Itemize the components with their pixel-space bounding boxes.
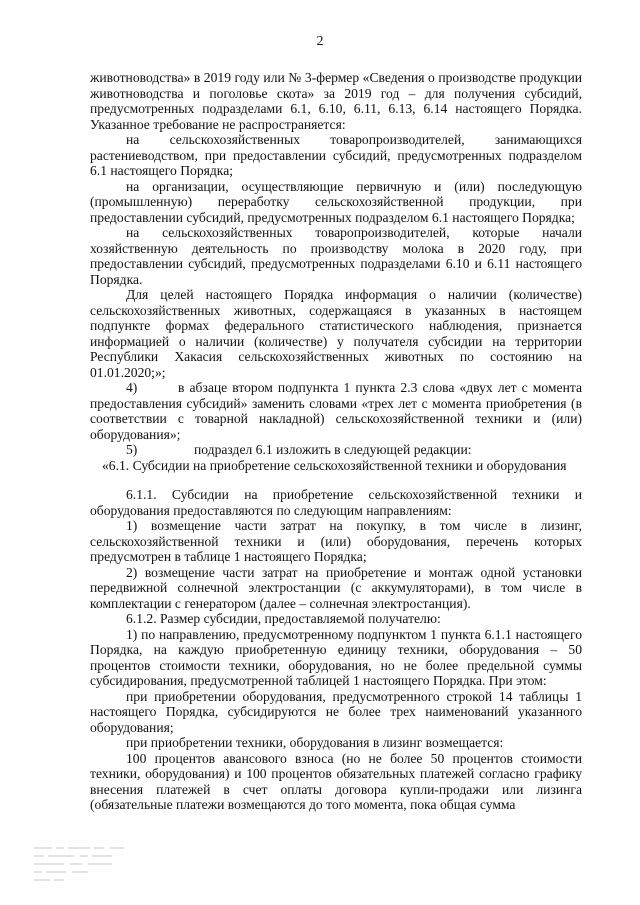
paragraph: 6.1.1. Субсидии на приобретение сельскохозяйственной техники и оборудования предоставляются по следующим направлениям: bbox=[90, 487, 582, 518]
paragraph: при приобретении оборудования, предусмотренного строкой 14 таблицы 1 настоящего Порядка, субсидируются не более трех наименований указанного оборудования; bbox=[90, 688, 582, 735]
page-number: 2 bbox=[316, 34, 324, 49]
paragraph: на сельскохозяйственных товаропроизводителей, занимающихся растениеводством, при предоставлении субсидий, предусмотренных подразделом 6.1 настоящего Порядка; bbox=[90, 132, 582, 178]
faded-stamp-mark bbox=[30, 842, 140, 888]
section-heading: «6.1. Субсидии на приобретение сельскохозяйственной техники и оборудования bbox=[102, 457, 567, 473]
list-item-number: 4) bbox=[126, 380, 138, 395]
document-body bbox=[90, 70, 582, 813]
list-item-text: в абзаце втором подпункта 1 пункта 2.3 слова «двух лет с момента предоставления субсидий» заменить словами «трех лет с момента приобретения (в соответствии с товарной накладной) сельскохозяйственной техники и (или) оборудования»; bbox=[90, 380, 582, 442]
spacer bbox=[90, 473, 582, 487]
paragraph: 1) по направлению, предусмотренному подпунктом 1 пункта 6.1.1 настоящего Порядка, на каждую приобретенную единицу техники, оборудования – 50 процентов стоимости техники, оборудования, но не более предельной суммы субсидирования, предусмотренной таблицей 1 настоящего Порядка. При этом: bbox=[90, 626, 582, 688]
paragraph: на организации, осуществляющие первичную и (или) последующую (промышленную) переработку сельскохозяйственной продукции, при предоставлении субсидий, предусмотренных подразделом 6.1 настоящего Порядка; bbox=[90, 178, 582, 225]
list-item-4 bbox=[90, 380, 582, 442]
paragraph: 6.1.2. Размер субсидии, предоставляемой получателю: bbox=[126, 611, 441, 626]
paragraph: Для целей настоящего Порядка информация о наличии (количестве) сельскохозяйственных животных, содержащаяся в указанных в настоящем подпункте формах федерального статистического наблюдения, признается информацией о наличии (количестве) у получателя субсидии на территории Республики Хакасия сельскохозяйственных животных по состоянию на 01.01.2020;»; bbox=[90, 287, 582, 380]
list-item-number: 5) bbox=[126, 442, 138, 457]
paragraph: 2) возмещение части затрат на приобретение и монтаж одной установки передвижной солнечной электростанции (с аккумуляторами), в том числе в комплектации с генератором (далее – солнечная электростанция). bbox=[90, 564, 582, 611]
paragraph: 1) возмещение части затрат на покупку, в том числе в лизинг, сельскохозяйственной техники и (или) оборудования, перечень которых предусмотрен в таблице 1 настоящего Порядка; bbox=[90, 518, 582, 564]
paragraph: при приобретении техники, оборудования в лизинг возмещается: bbox=[126, 735, 504, 750]
list-item-text: подраздел 6.1 изложить в следующей редакции: bbox=[194, 442, 472, 457]
paragraph: на сельскохозяйственных товаропроизводителей, которые начали хозяйственную деятельность по производству молока в 2020 году, при предоставлении субсидий, предусмотренных подразделами 6.10 и 6.11 настоящего Порядка. bbox=[90, 225, 582, 287]
list-item-5 bbox=[90, 442, 582, 458]
paragraph: животноводства» в 2019 году или № 3-фермер «Сведения о производстве продукции животноводства и поголовье скота» за 2019 год – для получения субсидий, предусмотренных подразделами 6.1, 6.10, 6.11, 6.13, 6.14 настоящего Порядка. Указанное требование не распространяется: bbox=[90, 70, 582, 132]
paragraph: 100 процентов авансового взноса (но не более 50 процентов стоимости техники, оборудования) и 100 процентов обязательных платежей согласно графику внесения платежей в счет оплаты договора купли-продажи или лизинга (обязательные платежи возмещаются до того момента, пока общая сумма bbox=[90, 750, 582, 812]
